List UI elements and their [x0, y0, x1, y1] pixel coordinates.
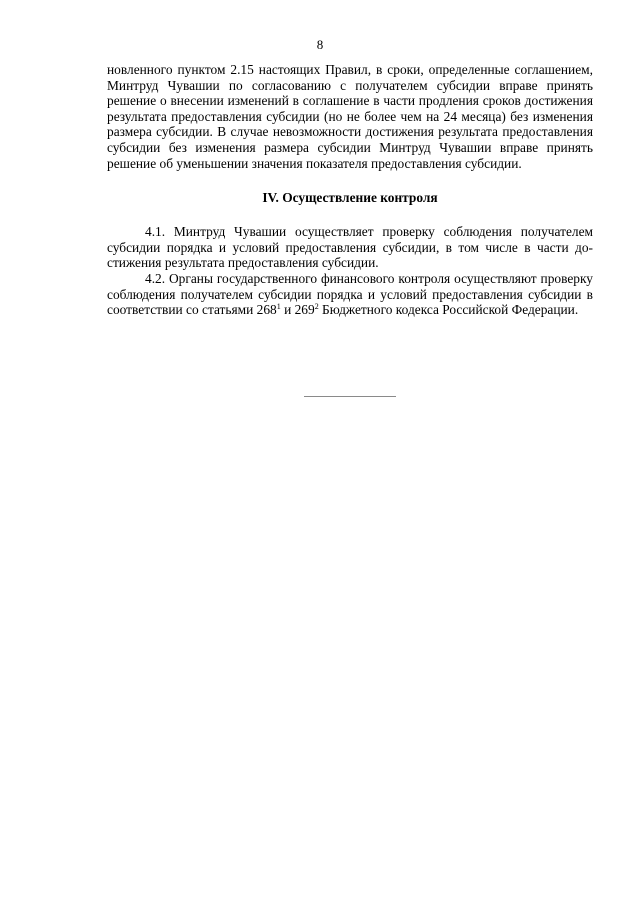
clause-4-2: [107, 271, 593, 318]
clause-4-2-text-middle: и 269: [280, 302, 315, 318]
clause-4-2-text-start: 4.2. Органы государственного финансового контроля осуществляют проверку соблюдения получателем субсидии порядка и условий предоставления субсидии в соответствии со статьями 268: [107, 270, 593, 318]
continuation-paragraph: новленного пунктом 2.15 настоящих Правил, в сроки, определенные соглашением, Минтруд Чувашии по согласованию с получателем субсидии вправе принять решение о внесении изменений в соглашение в части продления сроков достижения результата предоставления субсидии (но не более чем на 24 месяца) без изменения размера субсидии. В случае невозможности достижения результата предоставления субсидии без изменения размера субсидии Минтруд Чувашии вправе принять решение об уменьшении значения показателя предоставления субсидии.: [107, 62, 593, 171]
clause-4-1: 4.1. Минтруд Чувашии осуществляет проверку соблюдения получателем субсидии порядка и условий предоставления субсидии, в том числе в части достижения результата предоставления субсидии.: [107, 224, 593, 271]
page-number: 8: [316, 37, 324, 52]
clause-4-2-text-end: Бюджетного кодекса Российской Федерации.: [318, 302, 579, 318]
document-body: [107, 62, 593, 318]
article-269-superscript: 2: [314, 302, 319, 312]
end-divider-line: [304, 396, 396, 397]
article-268-superscript: 1: [276, 302, 281, 312]
section-heading: IV. Осуществление контроля: [262, 190, 438, 206]
